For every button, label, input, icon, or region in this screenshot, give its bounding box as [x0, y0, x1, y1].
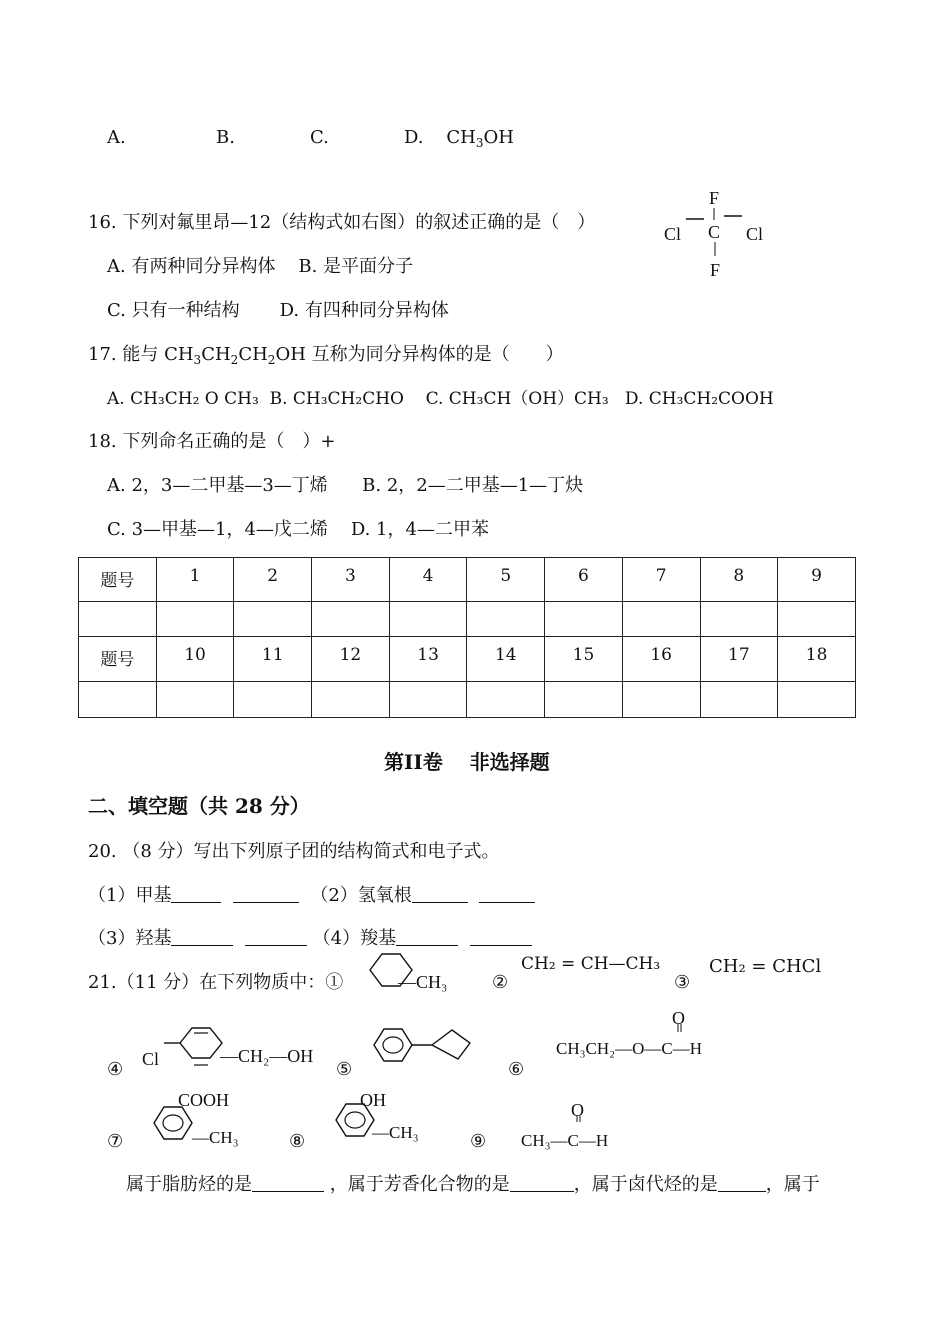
answer-blank[interactable] [396, 929, 458, 946]
question-number-cell: 11 [234, 637, 312, 682]
question-number-cell: 2 [234, 558, 312, 602]
section-heading: 二、填空题（共 28 分） [88, 794, 310, 818]
q18-option-ab: A. 2，3—二甲基—3—丁烯 B. 2，2—二甲基—1—丁炔 [107, 475, 584, 496]
answer-cell[interactable] [700, 602, 778, 637]
answer-blank[interactable] [412, 886, 468, 903]
molecule-5 [372, 1025, 482, 1070]
q15-option-a: A. [107, 127, 126, 148]
molecule-3: CH₂ = CHCl [709, 956, 822, 977]
question-number-cell: 6 [545, 558, 623, 602]
question-number-cell: 14 [467, 637, 545, 682]
q17-options: A. CH₃CH₂ O CH₃ B. CH₃CH₂CHO C. CH₃CH（OH）CH₃ D. CH₃CH₂COOH [107, 389, 774, 409]
answer-cell[interactable] [234, 602, 312, 637]
q21-num-2: ② [492, 972, 509, 993]
molecule-7 [150, 1088, 260, 1148]
m6-formula: CH₃CH₂—O—C—H [556, 1039, 702, 1058]
answer-blank[interactable] [510, 1175, 574, 1192]
q21-num-8: ⑧ [289, 1131, 306, 1152]
m9-o: O [571, 1100, 584, 1120]
q16-option-a: A. 有两种同分异构体 B. 是平面分子 [107, 256, 414, 277]
question-number-cell: 18 [778, 637, 856, 682]
q18-stem: 18. 下列命名正确的是（ ）+ [88, 431, 336, 452]
q17-stem: 17. 能与 $CH_3CH_2CH_2OH$ 互称为同分异构体的是（ ） [88, 344, 564, 367]
struct-right-cl: Cl [746, 224, 764, 244]
table-header-cell: 题号 [79, 637, 157, 682]
q15-option-c: C. [310, 127, 329, 148]
answer-cell[interactable] [156, 682, 234, 718]
answer-cell[interactable] [622, 602, 700, 637]
q16-option-c: C. 只有一种结构 D. 有四种同分异构体 [107, 300, 449, 321]
molecule-9 [521, 1098, 641, 1153]
struct-left-cl: Cl [664, 224, 682, 244]
q20-line2: （3）羟基 （4）羧基 [88, 928, 532, 950]
struct-top-f: F [709, 188, 720, 208]
m1-label: —CH₃ [398, 972, 448, 992]
q15-option-b: B. [216, 127, 235, 148]
struct-bottom-f: F [710, 260, 721, 280]
answer-cell[interactable] [389, 682, 467, 718]
question-number-cell: 17 [700, 637, 778, 682]
m9-formula: CH₃—C—H [521, 1131, 609, 1150]
answer-cell[interactable] [234, 682, 312, 718]
q21-num-4: ④ [107, 1059, 124, 1080]
m8-tail: —CH₃ [372, 1123, 419, 1142]
answer-blank[interactable] [470, 929, 532, 946]
struct-center-c: C [708, 222, 721, 242]
question-number-cell: 5 [467, 558, 545, 602]
answer-cell[interactable] [545, 602, 623, 637]
molecule-1 [358, 952, 468, 1002]
q21-stem: 21.（11 分）在下列物质中：① [88, 972, 344, 993]
answer-cell[interactable] [312, 602, 390, 637]
answer-row [79, 602, 856, 637]
answer-blank[interactable] [245, 929, 307, 946]
m4-tail: —CH₂—OH [220, 1046, 314, 1066]
q20-stem: 20. （8 分）写出下列原子团的结构简式和电子式。 [88, 841, 500, 862]
question-number-cell: 12 [312, 637, 390, 682]
q21-num-9: ⑨ [470, 1131, 487, 1152]
table-row [79, 637, 856, 682]
molecule-6 [556, 1006, 736, 1066]
q21-num-7: ⑦ [107, 1131, 124, 1152]
molecule-2: CH₂ = CH—CH₃ [521, 954, 661, 974]
question-number-cell: 1 [156, 558, 234, 602]
question-number-cell: 13 [389, 637, 467, 682]
molecule-4 [140, 1025, 340, 1075]
answer-cell[interactable] [700, 682, 778, 718]
q20-line1: （1）甲基 （2）氢氧根 [88, 885, 535, 907]
question-number-cell: 15 [545, 637, 623, 682]
answer-cell[interactable] [622, 682, 700, 718]
q16-stem: 16. 下列对氟里昂—12（结构式如右图）的叙述正确的是（ ） [88, 212, 596, 233]
question-number-cell: 3 [312, 558, 390, 602]
question-number-cell: 4 [389, 558, 467, 602]
q18-option-cd: C. 3—甲基—1，4—戊二烯 D. 1，4—二甲苯 [107, 519, 489, 540]
answer-blank[interactable] [479, 886, 535, 903]
answer-table [78, 557, 856, 718]
m7-tail: —CH₃ [192, 1128, 239, 1147]
answer-cell[interactable] [156, 602, 234, 637]
answer-blank[interactable] [171, 886, 221, 903]
m7-top: COOH [178, 1090, 230, 1110]
q15-option-d: D. $CH_3OH$ [404, 127, 514, 150]
answer-blank[interactable] [252, 1175, 324, 1192]
question-number-cell: 8 [700, 558, 778, 602]
m4-cl: Cl [142, 1049, 160, 1069]
molecule-8 [332, 1088, 442, 1148]
question-number-cell: 10 [156, 637, 234, 682]
answer-blank[interactable] [233, 886, 299, 903]
answer-cell[interactable] [778, 602, 856, 637]
section-title: 第II卷 非选择题 [384, 750, 550, 774]
question-number-cell: 9 [778, 558, 856, 602]
table-header-cell: 题号 [79, 558, 157, 602]
q21-num-3: ③ [674, 972, 691, 993]
question-number-cell: 16 [622, 637, 700, 682]
answer-cell[interactable] [545, 682, 623, 718]
answer-cell[interactable] [467, 682, 545, 718]
table-row [79, 558, 856, 602]
q21-num-6: ⑥ [508, 1059, 525, 1080]
m6-o: O [672, 1008, 685, 1028]
answer-blank[interactable] [171, 929, 233, 946]
question-number-cell: 7 [622, 558, 700, 602]
answer-row [79, 682, 856, 718]
answer-blank[interactable] [718, 1175, 766, 1192]
freon-structure [660, 186, 780, 280]
q21-classify: 属于脂肪烃的是 ，属于芳香化合物的是 ，属于卤代烃的是 ，属于 [126, 1174, 820, 1195]
answer-cell[interactable] [778, 682, 856, 718]
q21-num-5: ⑤ [336, 1059, 353, 1080]
answer-cell[interactable] [467, 602, 545, 637]
m8-top: OH [360, 1090, 386, 1110]
answer-cell[interactable] [312, 682, 390, 718]
answer-cell[interactable] [389, 602, 467, 637]
